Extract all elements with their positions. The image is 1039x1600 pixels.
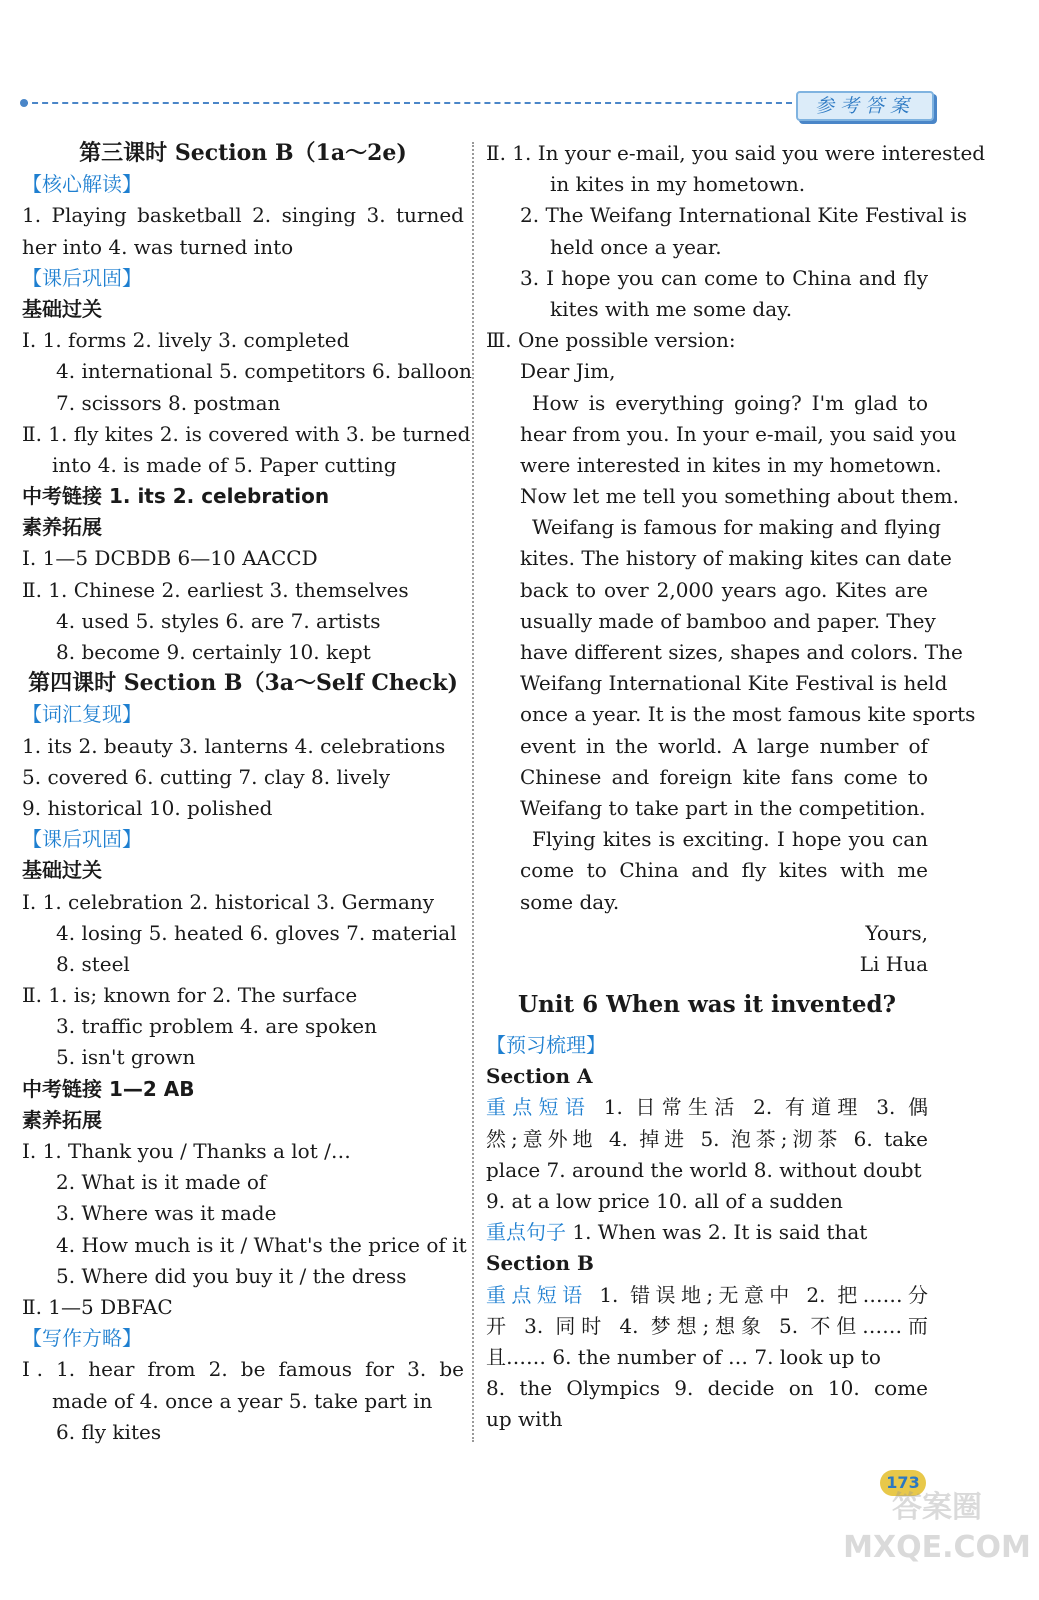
left-line-37: Ⅱ. 1—5 DBFAC — [22, 1294, 173, 1319]
left-line-4: 【课后巩固】 — [22, 265, 142, 290]
right-line-3: held once a year. — [550, 234, 722, 259]
left-line-8: 7. scissors 8. postman — [56, 390, 281, 415]
left-line-30: 中考链接 1—2 AB — [22, 1076, 195, 1101]
left-line-29: 5. isn't grown — [56, 1045, 196, 1070]
left-line-32: Ⅰ. 1. Thank you / Thanks a lot /… — [22, 1139, 351, 1163]
right-line-8: How is everything going? I'm glad to — [532, 390, 928, 415]
right-line-20: Chinese and foreign kite fans come to — [520, 764, 928, 789]
left-line-10: into 4. is made of 5. Paper cutting — [52, 452, 397, 477]
right-line-21: Weifang to take part in the competition. — [520, 795, 926, 820]
page-number: 173 — [880, 1470, 926, 1496]
left-line-41: 6. fly kites — [56, 1419, 162, 1444]
right-line-5: kites with me some day. — [550, 296, 793, 321]
right-line-29: Section A — [486, 1064, 593, 1089]
left-line-21: 9. historical 10. polished — [22, 795, 273, 820]
header-rule — [22, 102, 792, 104]
right-line-12: Weifang is famous for making and flying — [532, 515, 941, 540]
left-line-19: 1. its 2. beauty 3. lanterns 4. celebrations — [22, 733, 446, 758]
right-line-19: event in the world. A large number of — [520, 733, 928, 758]
right-line-0: Ⅱ. 1. In your e-mail, you said you were interested — [486, 141, 986, 165]
left-line-11: 中考链接 1. its 2. celebration — [22, 484, 330, 509]
left-line-14: Ⅱ. 1. Chinese 2. earliest 3. themselves — [22, 577, 409, 602]
right-line-4: 3. I hope you can come to China and fly — [520, 265, 928, 290]
left-line-23: 基础过关 — [22, 858, 102, 883]
right-line-38: 且…… 6. the number of … 7. look up to — [486, 1344, 881, 1369]
left-line-35: 4. How much is it / What's the price of it — [56, 1232, 467, 1257]
left-line-6: Ⅰ. 1. forms 2. lively 3. completed — [22, 328, 350, 353]
right-line-37: 开 3. 同时 4. 梦想;想象 5. 不但……而 — [486, 1313, 928, 1338]
right-line-34 — [486, 1217, 928, 1248]
left-line-16: 8. become 9. certainly 10. kept — [56, 640, 371, 664]
left-line-12: 素养拓展 — [22, 515, 102, 540]
left-line-9: Ⅱ. 1. fly kites 2. is covered with 3. be turned — [22, 421, 471, 446]
right-line-15: usually made of bamboo and paper. They — [520, 608, 936, 633]
left-line-1: 【核心解读】 — [22, 172, 142, 197]
left-line-20: 5. covered 6. cutting 7. clay 8. lively — [22, 764, 391, 789]
right-line-32: place 7. around the world 8. without doubt — [486, 1157, 922, 1182]
left-line-7: 4. international 5. competitors 6. balloon — [56, 359, 472, 384]
right-line-9: hear from you. In your e-mail, you said you — [520, 421, 957, 446]
right-line-27: Unit 6 When was it invented? — [517, 991, 897, 1019]
right-line-40: up with — [486, 1407, 563, 1432]
right-column — [486, 138, 986, 1436]
left-line-36: 5. Where did you buy it / the dress — [56, 1263, 407, 1288]
key-label: 重点短语 — [486, 1282, 588, 1307]
right-line-26: Li Hua — [859, 951, 928, 976]
left-column — [22, 138, 472, 1448]
right-line-30 — [486, 1092, 928, 1123]
right-line-2: 2. The Weifang International Kite Festival is — [520, 203, 967, 228]
right-line-23: come to China and fly kites with me — [520, 858, 928, 883]
right-line-11: Now let me tell you something about them. — [520, 484, 959, 509]
right-line-22: Flying kites is exciting. I hope you can — [532, 827, 928, 852]
right-line-16: have different sizes, shapes and colors. The — [520, 640, 963, 664]
answer-key-badge: 参考答案 — [796, 91, 934, 121]
key-label: 重点短语 — [486, 1095, 592, 1120]
left-line-27: Ⅱ. 1. is; known for 2. The surface — [22, 983, 358, 1008]
left-line-31: 素养拓展 — [22, 1107, 102, 1132]
left-line-25: 4. losing 5. heated 6. gloves 7. material — [56, 920, 457, 945]
right-line-17: Weifang International Kite Festival is held — [520, 671, 948, 696]
left-line-26: 8. steel — [56, 951, 130, 976]
right-line-25: Yours, — [865, 920, 928, 945]
left-line-5: 基础过关 — [22, 296, 102, 321]
line-text: 1. 错误地;无意中 2. 把……分 — [587, 1282, 929, 1307]
right-line-6: Ⅲ. One possible version: — [486, 328, 736, 353]
right-line-13: kites. The history of making kites can date — [520, 546, 952, 571]
left-line-3: her into 4. was turned into — [22, 234, 294, 259]
left-line-17: 第四课时 Section B（3a～Self Check) — [28, 670, 458, 697]
right-line-14: back to over 2,000 years ago. Kites are — [520, 577, 928, 602]
left-line-18: 【词汇复现】 — [22, 702, 142, 727]
right-line-39: 8. the Olympics 9. decide on 10. come — [486, 1376, 928, 1401]
right-line-1: in kites in my hometown. — [550, 172, 806, 197]
right-line-18: once a year. It is the most famous kite sports — [520, 702, 976, 727]
left-line-28: 3. traffic problem 4. are spoken — [56, 1014, 377, 1039]
key-label: 重点句子 — [486, 1220, 566, 1245]
right-line-10: were interested in kites in my hometown. — [520, 452, 942, 477]
right-line-31: 然;意外地 4. 掉进 5. 泡茶;沏茶 6. take — [486, 1126, 928, 1151]
left-line-39: Ⅰ. 1. hear from 2. be famous for 3. be — [22, 1357, 464, 1382]
left-line-2: 1. Playing basketball 2. singing 3. turned — [22, 203, 464, 228]
right-line-33: 9. at a low price 10. all of a sudden — [486, 1189, 843, 1213]
left-line-0: 第三课时 Section B（1a～2e) — [79, 140, 407, 166]
line-text: 1. When was 2. It is said that — [566, 1220, 868, 1245]
left-line-38: 【写作方略】 — [22, 1326, 142, 1351]
column-divider — [472, 142, 474, 1442]
right-line-36 — [486, 1280, 928, 1311]
left-line-34: 3. Where was it made — [56, 1201, 277, 1226]
left-line-24: Ⅰ. 1. celebration 2. historical 3. Germany — [22, 889, 435, 914]
right-line-24: some day. — [520, 889, 620, 914]
watermark-logo: 答案圈 MXQE.COM — [843, 1490, 1031, 1565]
left-line-33: 2. What is it made of — [56, 1170, 267, 1195]
right-line-7: Dear Jim, — [520, 359, 616, 384]
line-text: 1. 日常生活 2. 有道理 3. 偶 — [591, 1095, 929, 1120]
left-line-40: made of 4. once a year 5. take part in — [52, 1388, 433, 1413]
left-line-13: Ⅰ. 1—5 DCBDB 6—10 AACCD — [22, 546, 318, 571]
right-line-35: Section B — [486, 1251, 594, 1276]
right-line-28: 【预习梳理】 — [486, 1033, 606, 1058]
left-line-15: 4. used 5. styles 6. are 7. artists — [56, 608, 381, 633]
left-line-22: 【课后巩固】 — [22, 827, 142, 852]
